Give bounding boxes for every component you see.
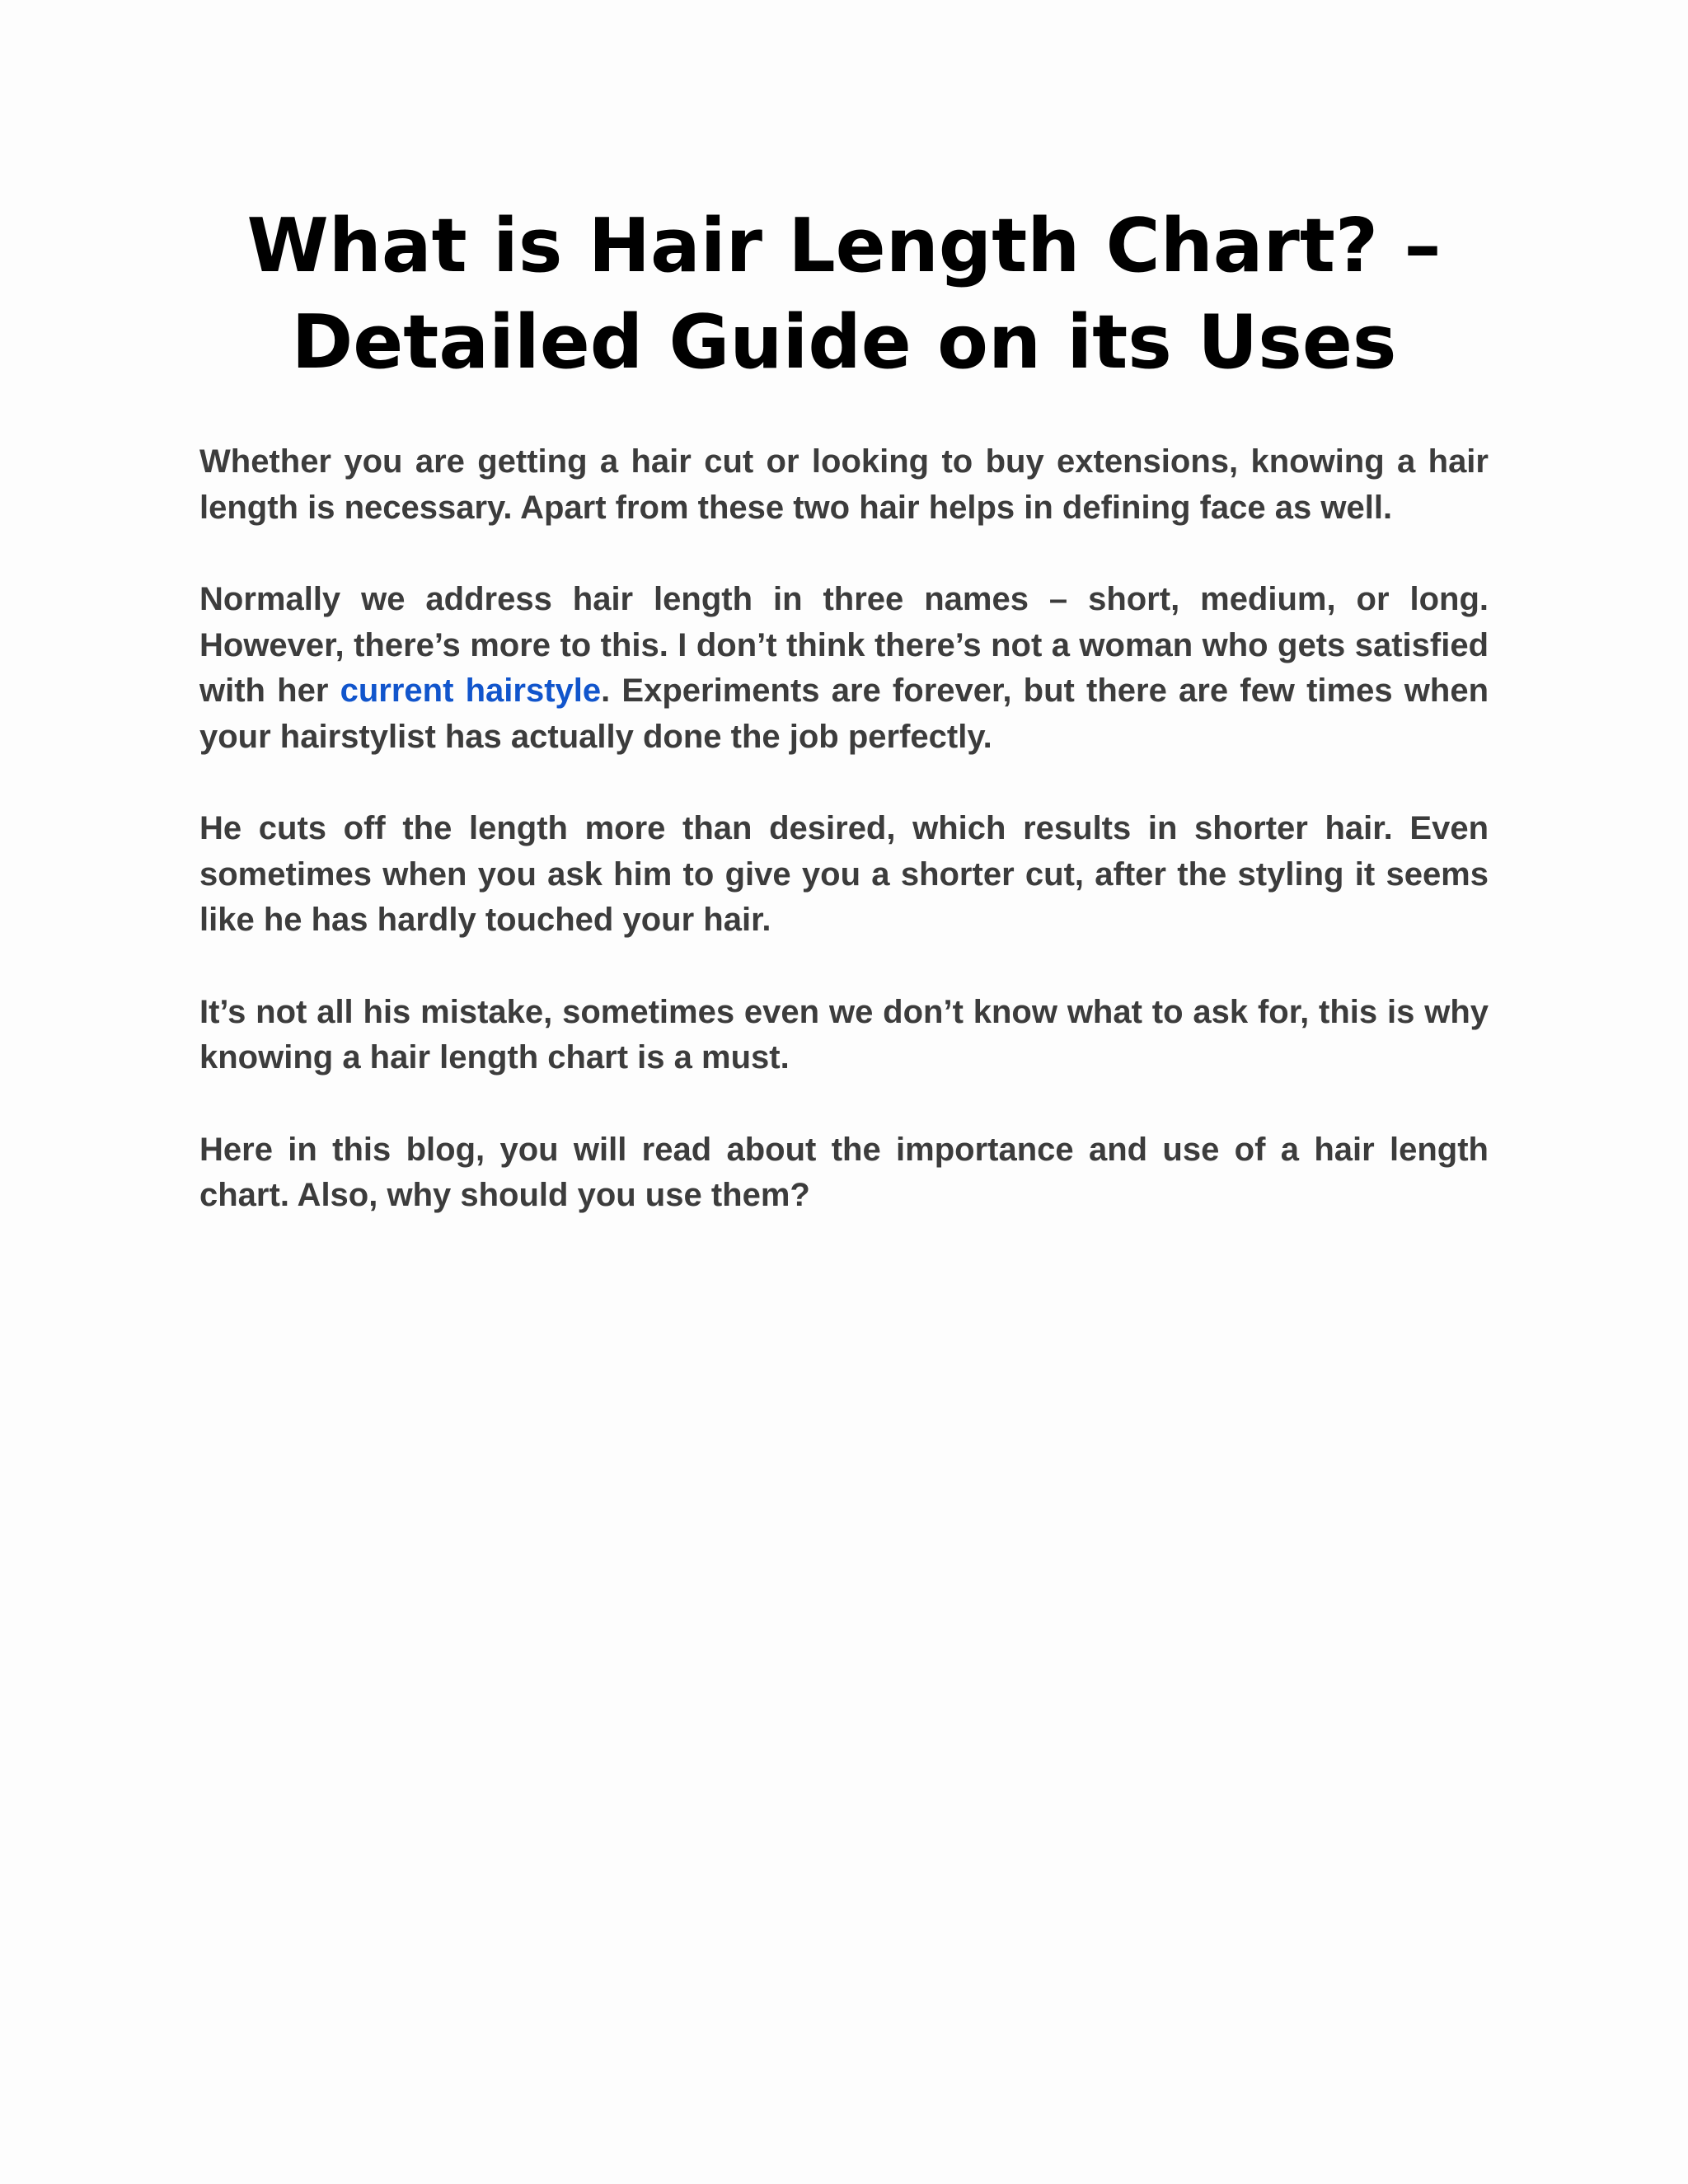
- current-hairstyle-link[interactable]: current hairstyle: [340, 673, 602, 709]
- article-body: [199, 439, 1489, 1265]
- paragraph-text-after-link: . Experiments are forever, but there are few times when your hairstylist has actually done the job perfectly.: [199, 673, 1489, 755]
- paragraph-hair-length-names: [199, 577, 1489, 760]
- paragraph-intro: Whether you are getting a hair cut or looking to buy extensions, knowing a hair length is necessary. Apart from these two hair helps in defining face as well.: [199, 443, 1489, 526]
- paragraph-blog-purpose: Here in this blog, you will read about the importance and use of a hair length chart. Also, why should you use them?: [199, 1131, 1489, 1213]
- paragraph-text-before-link: Normally we address hair length in three names – short, medium, or long. However, there’s more to this. I don’t think there’s not a woman who gets satisfied with her: [199, 581, 1489, 709]
- page-title: What is Hair Length Chart? – Detailed Guide on its Uses: [246, 203, 1442, 386]
- paragraph-not-his-mistake: It’s not all his mistake, sometimes even we don’t know what to ask for, this is why knowing a hair length chart is a must.: [199, 993, 1489, 1076]
- paragraph-stylist-cuts: He cuts off the length more than desired, which results in shorter hair. Even sometimes when you ask him to give you a shorter cut, after the styling it seems like he has hardly touched your hair.: [199, 810, 1489, 938]
